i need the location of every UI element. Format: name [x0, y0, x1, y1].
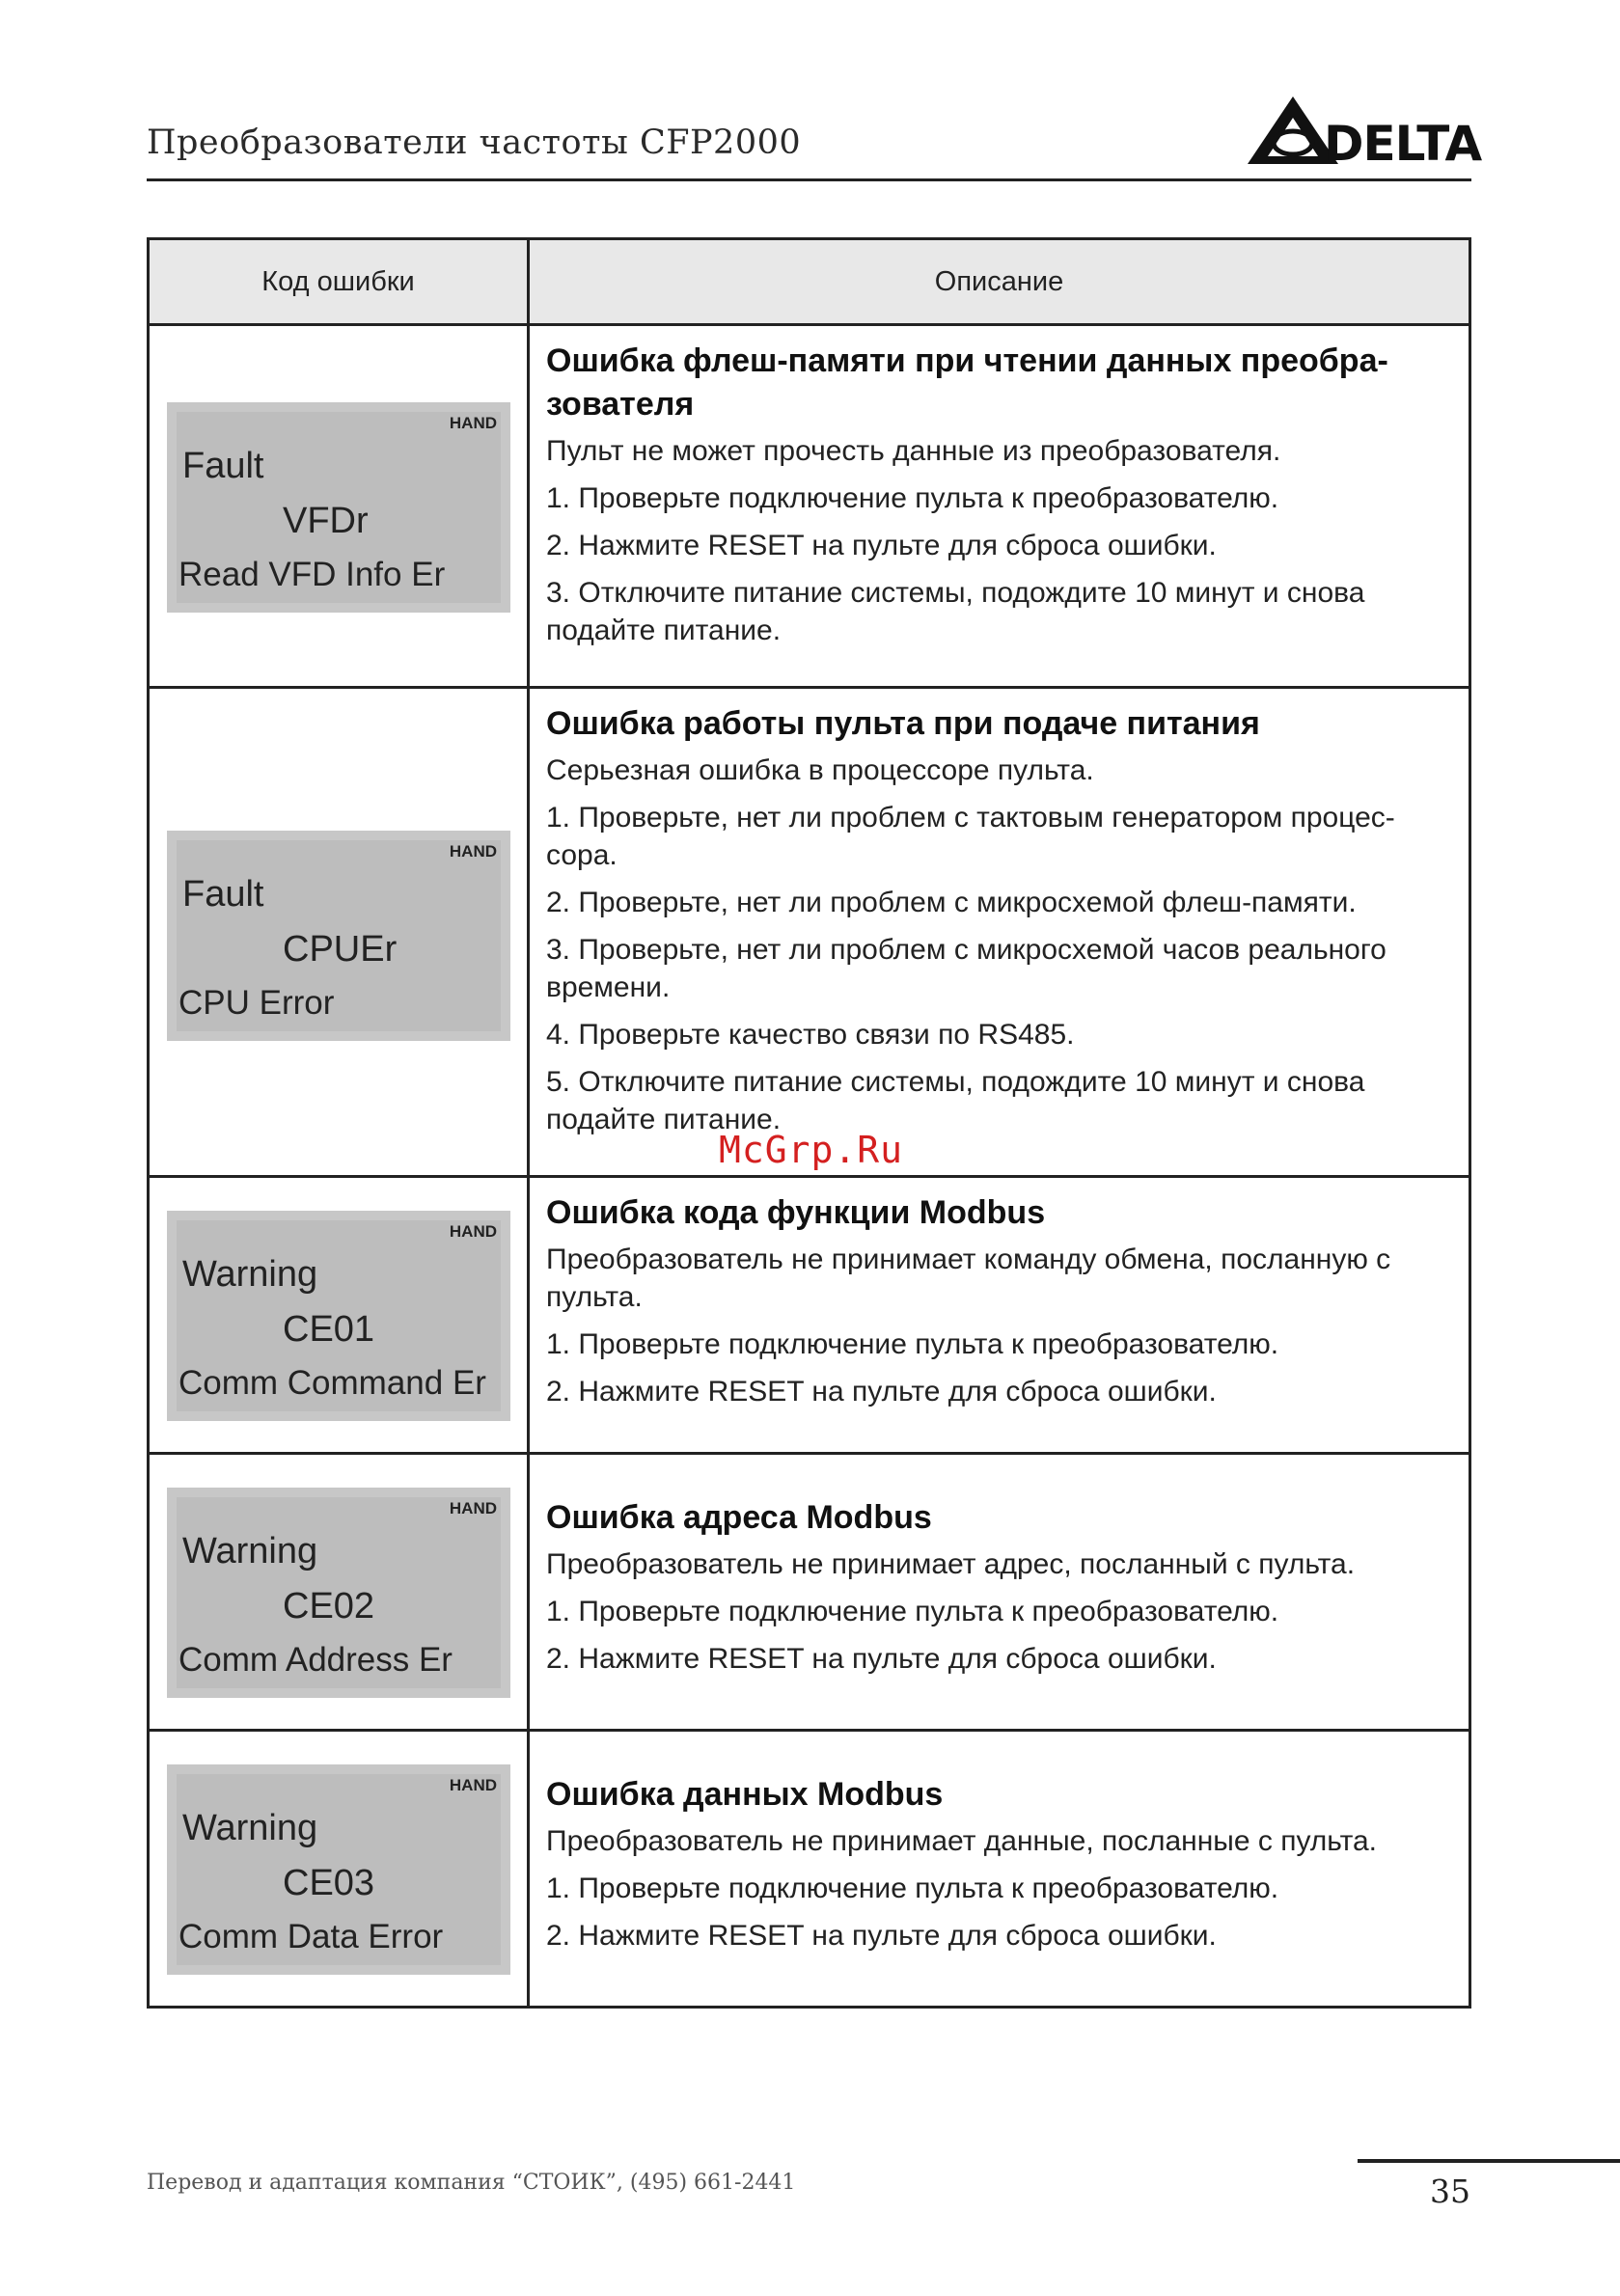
page-header-title: Преобразователи частоты CFP2000 — [147, 123, 802, 162]
description-line: 2. Нажмите RESET на пульте для сброса ошибки. — [546, 530, 1217, 561]
keypad-display — [167, 1764, 510, 1975]
lcd-line-1: Warning — [182, 1531, 318, 1572]
description-line: Преобразователь не принимает данные, посланные с пульта. — [546, 1825, 1378, 1857]
footer-divider — [1358, 2159, 1620, 2163]
description-line: Пульт не может прочесть данные из преобразователя. — [546, 435, 1281, 467]
lcd-line-2: CE03 — [283, 1863, 375, 1903]
page-number: 35 — [1430, 2173, 1470, 2210]
description-line: Преобразователь не принимает адрес, посланный с пульта. — [546, 1548, 1356, 1580]
column-header-code: Код ошибки — [149, 239, 529, 325]
keypad-display — [167, 831, 510, 1041]
code-cell — [149, 1177, 529, 1454]
lcd-line-2: CPUEr — [283, 929, 398, 970]
header-divider — [147, 178, 1471, 181]
code-cell — [149, 1731, 529, 2008]
table-header-row — [149, 239, 1470, 325]
lcd-line-2: CE02 — [283, 1586, 375, 1626]
delta-logo-text: DELTA — [1324, 116, 1482, 172]
lcd-line-3: Read VFD Info Er — [178, 556, 446, 593]
keypad-display — [167, 1211, 510, 1421]
description-line: Серьезная ошибка в процессоре пульта. — [546, 754, 1094, 786]
error-title: Ошибка адреса Modbus — [546, 1499, 932, 1536]
error-title: Ошибка данных Modbus — [546, 1776, 944, 1813]
table-row — [149, 325, 1470, 688]
lcd-line-1: Fault — [182, 874, 264, 915]
description-line: 4. Проверьте качество связи по RS485. — [546, 1019, 1075, 1051]
lcd-line-3: Comm Data Error — [178, 1918, 444, 1955]
column-header-description: Описание — [529, 239, 1470, 325]
table-row — [149, 1454, 1470, 1731]
table-row — [149, 1731, 1470, 2008]
description-cell — [529, 325, 1470, 688]
code-cell — [149, 1454, 529, 1731]
watermark-text: McGrp.Ru — [719, 1129, 904, 1171]
error-title: Ошибка кода функции Modbus — [546, 1194, 1046, 1231]
lcd-hand-indicator: HAND — [449, 414, 497, 432]
description-line: 2. Нажмите RESET на пульте для сброса ошибки. — [546, 1376, 1217, 1408]
lcd-hand-indicator: HAND — [449, 1776, 497, 1794]
code-cell — [149, 325, 529, 688]
description-line: 3. Проверьте, нет ли проблем с микросхемой часов реального времени. — [546, 934, 1387, 1003]
description-line: 2. Нажмите RESET на пульте для сброса ошибки. — [546, 1643, 1217, 1675]
lcd-hand-indicator: HAND — [449, 842, 497, 861]
code-cell — [149, 688, 529, 1177]
lcd-line-3: CPU Error — [178, 984, 335, 1022]
table-row — [149, 1177, 1470, 1454]
description-line: 1. Проверьте подключение пульта к преобразователю. — [546, 1596, 1279, 1627]
description-line: 2. Нажмите RESET на пульте для сброса ошибки. — [546, 1920, 1217, 1952]
description-cell — [529, 1177, 1470, 1454]
description-cell — [529, 688, 1470, 1177]
error-title: Ошибка работы пульта при подаче питания — [546, 705, 1260, 742]
lcd-line-3: Comm Command Er — [178, 1364, 486, 1402]
description-line: 2. Проверьте, нет ли проблем с микросхемой флеш-памяти. — [546, 887, 1357, 918]
lcd-line-1: Warning — [182, 1808, 318, 1848]
description-cell — [529, 1454, 1470, 1731]
lcd-line-2: CE01 — [283, 1309, 375, 1350]
lcd-hand-indicator: HAND — [449, 1499, 497, 1517]
error-code-table — [147, 237, 1471, 2009]
description-line: 1. Проверьте, нет ли проблем с тактовым генератором процес-сора. — [546, 802, 1395, 871]
description-cell — [529, 1731, 1470, 2008]
table-row — [149, 688, 1470, 1177]
lcd-line-1: Warning — [182, 1254, 318, 1295]
description-line: Преобразователь не принимает команду обмена, посланную с пульта. — [546, 1244, 1391, 1313]
description-line: 3. Отключите питание системы, подождите 10 минут и снова подайте питание. — [546, 577, 1365, 646]
lcd-hand-indicator: HAND — [449, 1222, 497, 1241]
description-line: 1. Проверьте подключение пульта к преобразователю. — [546, 1872, 1279, 1904]
description-line: 1. Проверьте подключение пульта к преобразователю. — [546, 482, 1279, 514]
description-line: 1. Проверьте подключение пульта к преобразователю. — [546, 1328, 1279, 1360]
lcd-line-2: VFDr — [283, 501, 369, 541]
lcd-line-3: Comm Address Er — [178, 1641, 453, 1679]
lcd-line-1: Fault — [182, 446, 264, 486]
keypad-display — [167, 1488, 510, 1698]
footer-credit: Перевод и адаптация компания “СТОИК”, (495) 661-2441 — [147, 2171, 796, 2195]
description-line: 5. Отключите питание системы, подождите 10 минут и снова подайте питание. — [546, 1066, 1365, 1135]
error-title: Ошибка флеш-памяти при чтении данных преобра-зователя — [546, 342, 1388, 423]
keypad-display — [167, 402, 510, 613]
